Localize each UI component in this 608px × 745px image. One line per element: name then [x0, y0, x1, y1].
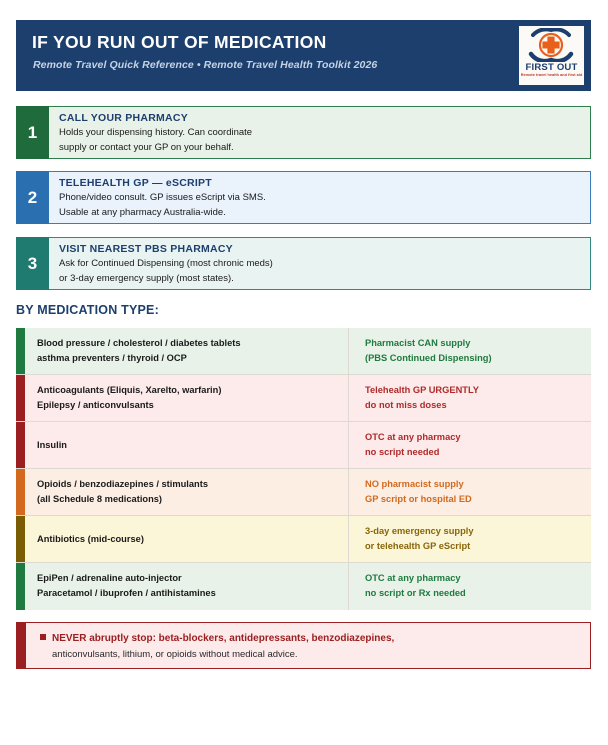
table-row — [16, 422, 591, 469]
medication-text-line1: Anticoagulants (Eliquis, Xarelto, warfarin) — [37, 385, 222, 395]
action-text-line2: no script needed — [365, 447, 440, 457]
action-text-line2: GP script or hospital ED — [365, 494, 472, 504]
medication-text-line1: Opioids / benzodiazepines / stimulants — [37, 479, 208, 489]
page-subtitle: Remote Travel Quick Reference • Remote Travel Health Toolkit 2026 — [33, 59, 378, 71]
first-aid-cross-in-hands-icon — [519, 28, 584, 62]
step-body-2 — [49, 171, 591, 224]
table-row — [16, 469, 591, 516]
medication-text-line1: Antibiotics (mid-course) — [37, 534, 144, 544]
step-card-2 — [16, 171, 591, 224]
action-cell — [350, 516, 591, 562]
table-row — [16, 516, 591, 563]
page-title: IF YOU RUN OUT OF MEDICATION — [32, 32, 327, 52]
medication-cell — [25, 422, 349, 468]
step-text-2-line1: Phone/video consult. GP issues eScript via SMS. — [59, 192, 266, 203]
action-text-line1: OTC at any pharmacy — [365, 432, 461, 442]
action-text-line1: OTC at any pharmacy — [365, 573, 461, 583]
step-text-3-line2: or 3-day emergency supply (most states). — [59, 273, 234, 284]
row-accent-bar — [16, 422, 25, 468]
step-text-2-line2: Usable at any pharmacy Australia-wide. — [59, 207, 226, 218]
table-row — [16, 328, 591, 375]
step-body-1 — [49, 106, 591, 159]
step-number-1: 1 — [16, 106, 49, 159]
warning-line1: NEVER abruptly stop: beta-blockers, antidepressants, benzodiazepines, — [52, 633, 395, 644]
action-text-line1: NO pharmacist supply — [365, 479, 464, 489]
medication-text-line2: Paracetamol / ibuprofen / antihistamines — [37, 588, 216, 598]
medication-type-table — [16, 328, 591, 610]
action-cell — [350, 328, 591, 374]
step-card-3 — [16, 237, 591, 290]
medication-text-line2: Epilepsy / anticonvulsants — [37, 400, 154, 410]
step-text-3-line1: Ask for Continued Dispensing (most chronic meds) — [59, 258, 273, 269]
step-heading-3: VISIT NEAREST PBS PHARMACY — [59, 243, 233, 255]
medication-cell — [25, 375, 349, 421]
action-text-line2: or telehealth GP eScript — [365, 541, 471, 551]
action-cell — [350, 563, 591, 610]
medication-text-line1: EpiPen / adrenaline auto-injector — [37, 573, 182, 583]
step-text-1-line1: Holds your dispensing history. Can coordinate — [59, 127, 253, 138]
warning-square-icon — [40, 634, 46, 640]
action-cell — [350, 469, 591, 515]
row-accent-bar — [16, 328, 25, 374]
never-stop-warning-box — [16, 622, 591, 669]
action-cell — [350, 422, 591, 468]
step-number-3: 3 — [16, 237, 49, 290]
warning-line2: anticonvulsants, lithium, or opioids without medical advice. — [52, 649, 298, 660]
action-cell — [350, 375, 591, 421]
action-text-line1: Telehealth GP URGENTLY — [365, 385, 479, 395]
action-text-line2: no script or Rx needed — [365, 588, 466, 598]
medication-text-line2: (all Schedule 8 medications) — [37, 494, 163, 504]
step-heading-2: TELEHEALTH GP — eSCRIPT — [59, 177, 212, 189]
medication-text-line1: Insulin — [37, 440, 67, 450]
medication-cell — [25, 563, 349, 610]
medication-cell — [25, 328, 349, 374]
action-text-line2: (PBS Continued Dispensing) — [365, 353, 492, 363]
action-text-line1: 3-day emergency supply — [365, 526, 474, 536]
row-accent-bar — [16, 375, 25, 421]
warning-line1-wrap — [40, 631, 590, 647]
header-banner — [16, 20, 591, 91]
section-title-by-medication-type: BY MEDICATION TYPE: — [16, 303, 159, 317]
medication-text-line1: Blood pressure / cholesterol / diabetes tablets — [37, 338, 241, 348]
logo-tagline: Remote travel health and first aid — [520, 73, 583, 77]
warning-accent-bar — [17, 623, 26, 668]
medication-cell — [25, 516, 349, 562]
action-text-line1: Pharmacist CAN supply — [365, 338, 471, 348]
medication-cell — [25, 469, 349, 515]
warning-body — [26, 623, 590, 668]
table-row — [16, 375, 591, 422]
step-heading-1: CALL YOUR PHARMACY — [59, 112, 188, 124]
row-accent-bar — [16, 469, 25, 515]
step-card-1 — [16, 106, 591, 159]
step-text-1-line2: supply or contact your GP on your behalf. — [59, 142, 234, 153]
step-number-2: 2 — [16, 171, 49, 224]
brand-logo — [519, 26, 584, 85]
logo-wordmark: FIRST OUT — [525, 62, 578, 73]
row-accent-bar — [16, 563, 25, 610]
row-accent-bar — [16, 516, 25, 562]
table-row — [16, 563, 591, 610]
medication-text-line2: asthma preventers / thyroid / OCP — [37, 353, 187, 363]
action-text-line2: do not miss doses — [365, 400, 447, 410]
step-body-3 — [49, 237, 591, 290]
